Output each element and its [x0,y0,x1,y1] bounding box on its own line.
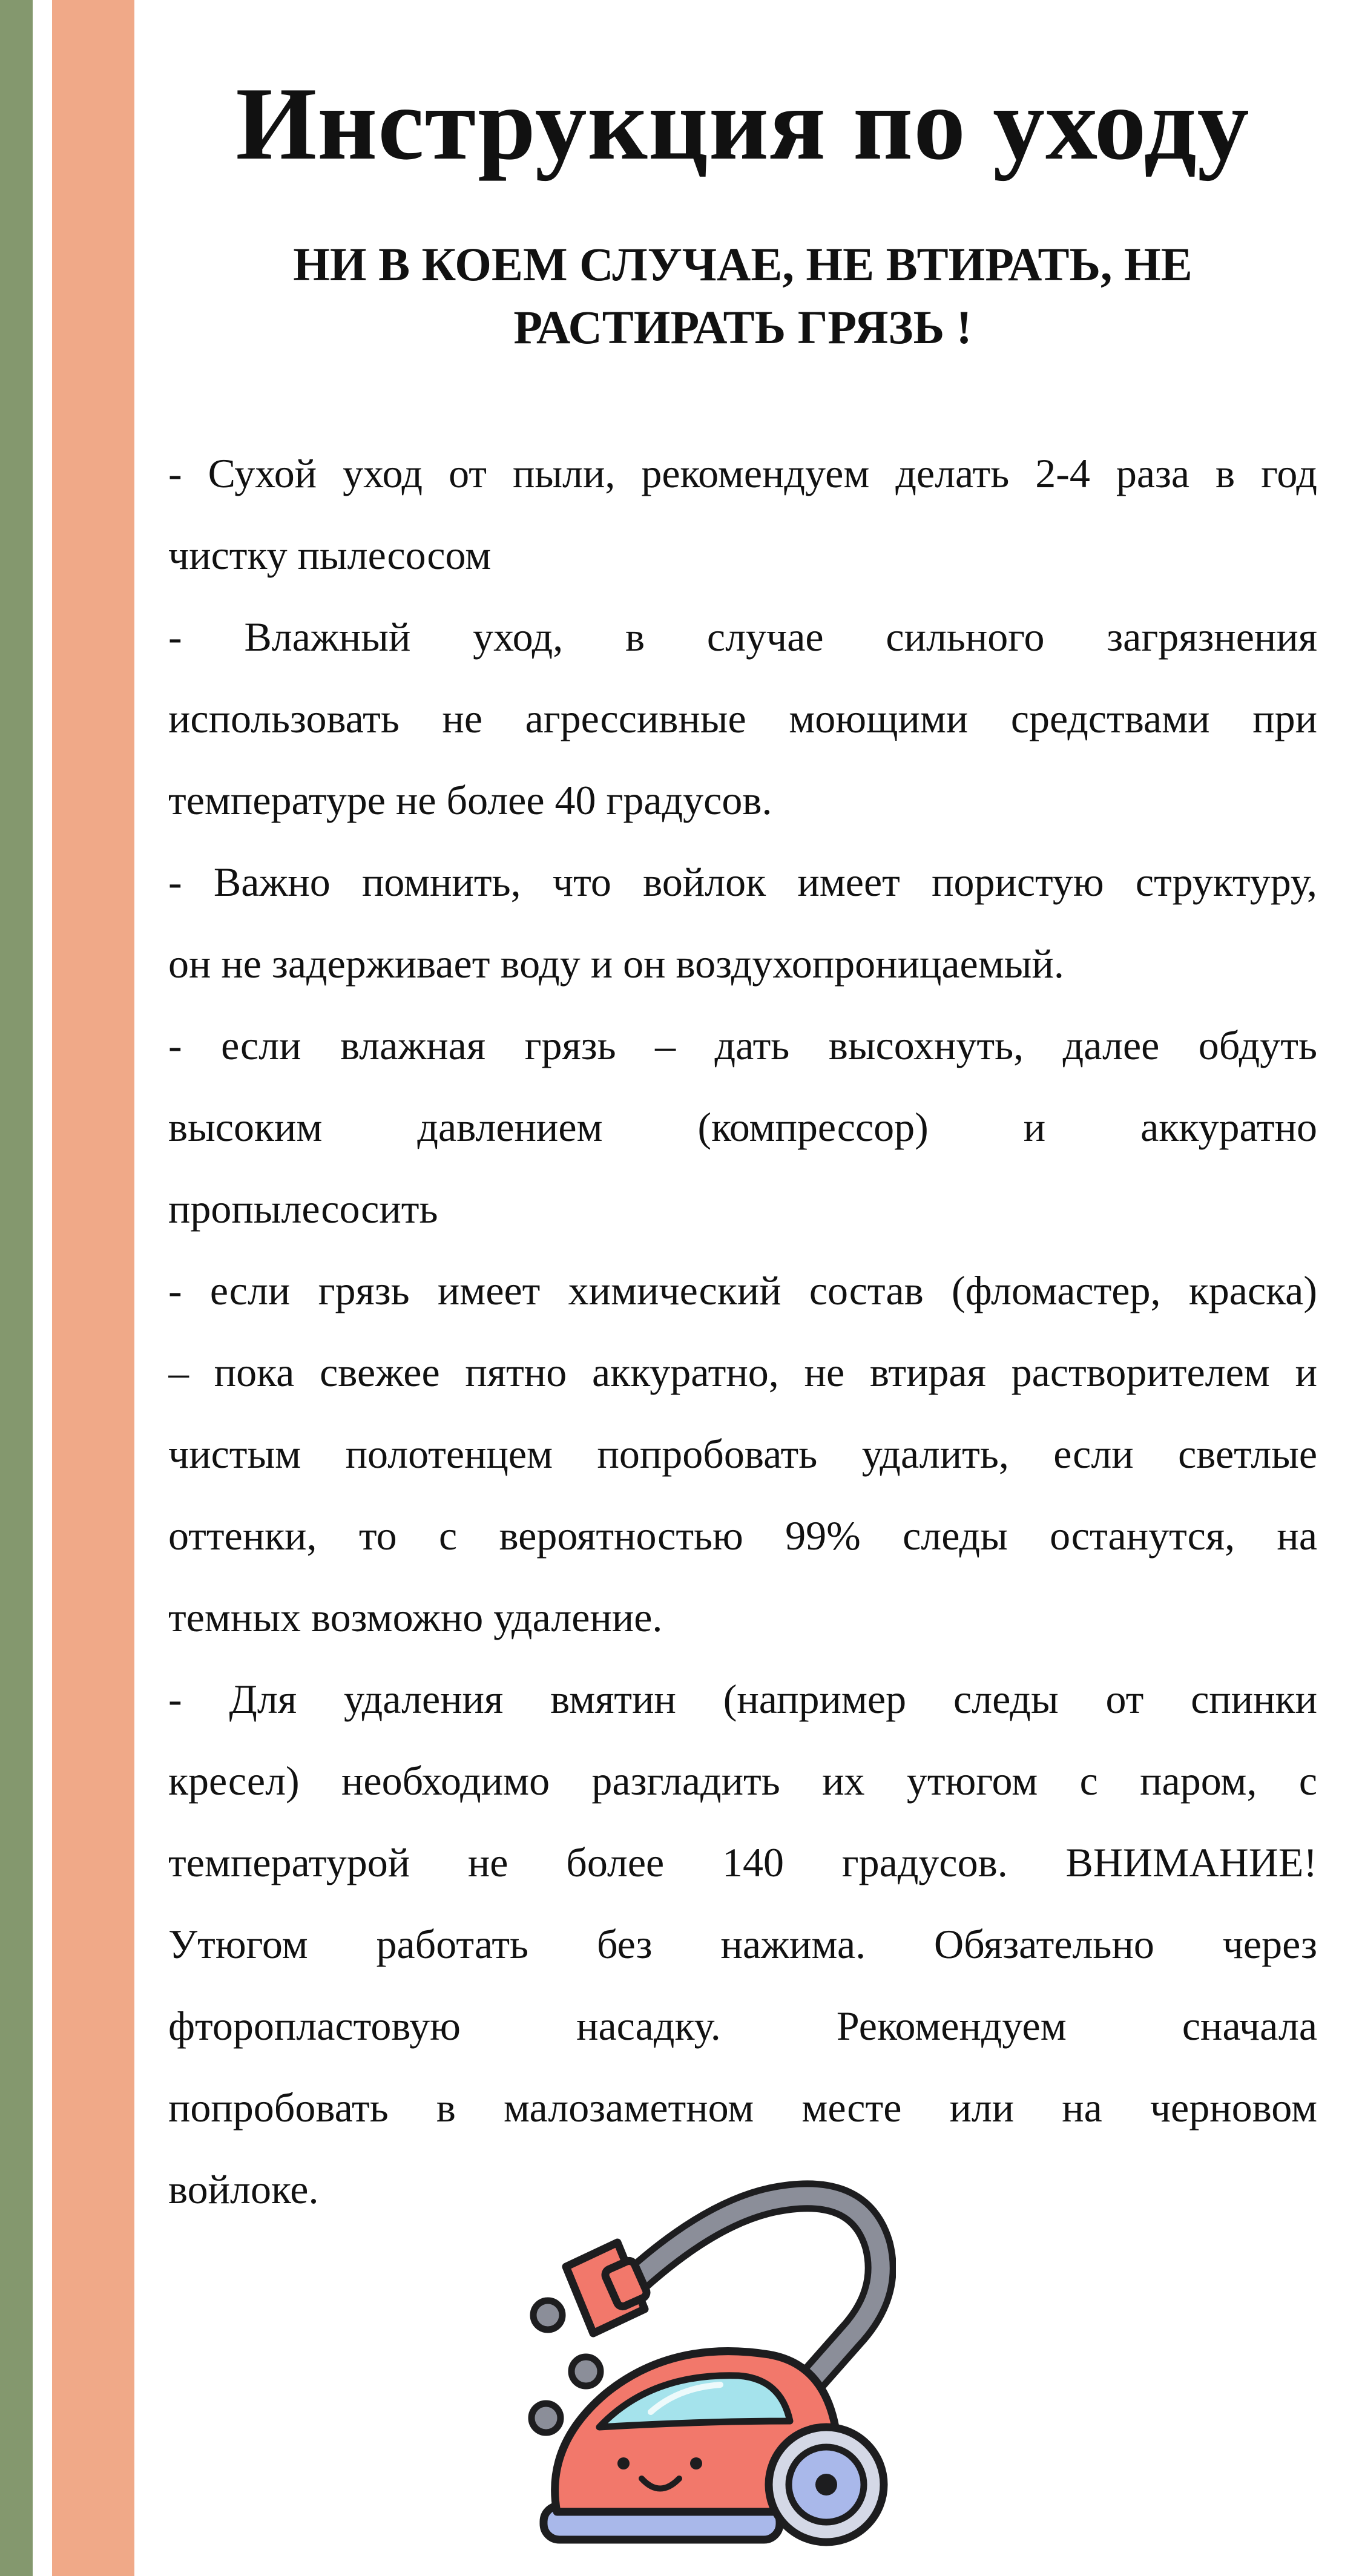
care-item-dry [168,433,1317,596]
text-line: попробовать в малозаметном месте или на черновом [168,2085,1317,2131]
warning-subtitle [168,185,1317,359]
care-item-felt-structure [168,841,1317,1005]
text-line: - Важно помнить, что войлок имеет пористую структуру, [168,859,1317,905]
care-instructions [168,433,1317,2230]
text-line: фторопластовую насадку. Рекомендуем сначала [168,2003,1317,2049]
vacuum-cleaner-icon [521,2179,896,2572]
text-line: - Для удаления вмятин (например следы от спинки [168,1676,1317,1722]
text-line: – пока свежее пятно аккуратно, не втирая растворителем и [168,1349,1317,1395]
text-line: пропылесосить [168,1186,438,1232]
care-item-wet [168,596,1317,841]
text-line: - если грязь имеет химический состав (фломастер, краска) [168,1267,1317,1313]
text-line: темных возможно удаление. [168,1594,663,1640]
text-line: использовать не агрессивные моющими средствами при [168,695,1317,741]
warning-subtitle-line-2: РАСТИРАТЬ ГРЯЗЬ ! [513,301,972,353]
decorative-stripe-salmon [52,0,134,2576]
text-line: Утюгом работать без нажима. Обязательно через [168,1921,1317,1967]
text-line: оттенки, то с вероятностью 99% следы останутся, на [168,1513,1317,1559]
decorative-stripe-green [0,0,33,2576]
text-line: чистым полотенцем попробовать удалить, если светлые [168,1431,1317,1477]
text-line: - Влажный уход, в случае сильного загрязнения [168,614,1317,660]
document-content [168,0,1317,2230]
care-item-wet-dirt [168,1005,1317,1250]
care-item-chemical-stains [168,1250,1317,1658]
text-line: он не задерживает воду и он воздухопроницаемый. [168,941,1064,987]
text-line: температурой не более 140 градусов. ВНИМАНИЕ! [168,1839,1317,1885]
care-item-dents [168,1658,1317,2230]
warning-subtitle-line-1: НИ В КОЕМ СЛУЧАЕ, НЕ ВТИРАТЬ, НЕ [293,238,1193,291]
text-line: чистку пылесосом [168,532,492,578]
text-line: - если влажная грязь – дать высохнуть, далее обдуть [168,1022,1317,1068]
text-line: кресел) необходимо разгладить их утюгом с паром, с [168,1758,1317,1804]
text-line: - Сухой уход от пыли, рекомендуем делать 2-4 раза в год [168,450,1317,496]
text-line: высоким давлением (компрессор) и аккуратно [168,1104,1317,1150]
text-line: температуре не более 40 градусов. [168,777,772,823]
text-line: войлоке. [168,2166,319,2212]
page-title: Инструкция по уходу [235,67,1250,182]
